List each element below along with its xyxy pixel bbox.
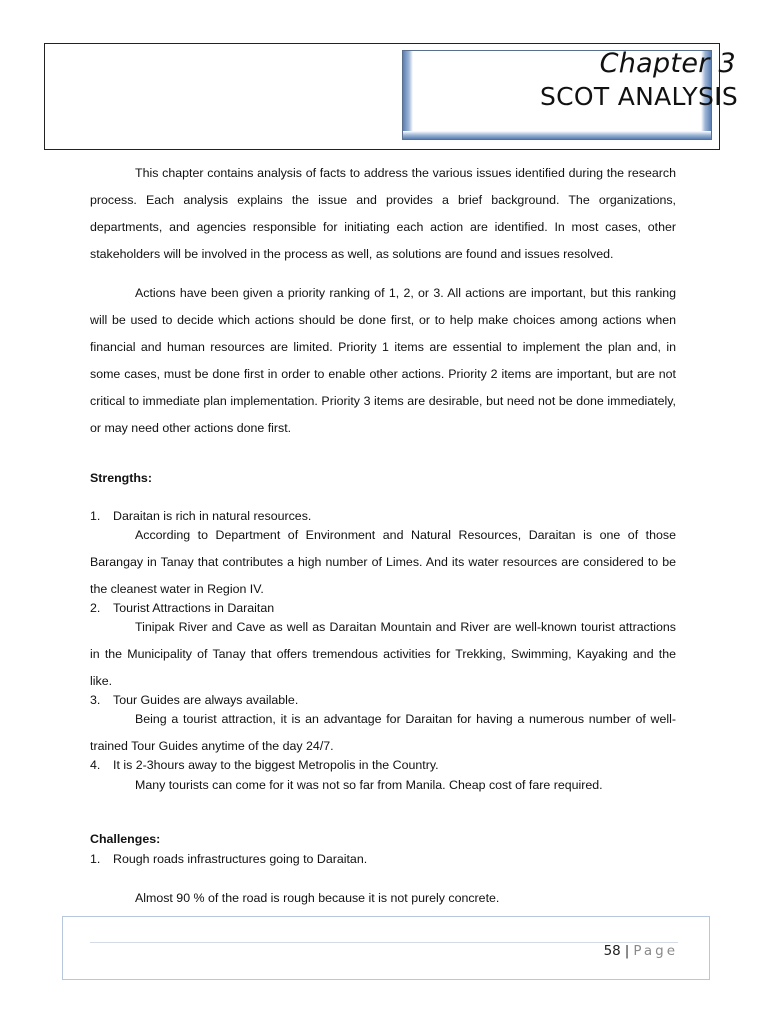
challenge-item-title: Rough roads infrastructures going to Daraitan. [113, 852, 368, 866]
strength-item-title: It is 2-3hours away to the biggest Metropolis in the Country. [113, 758, 439, 772]
strength-item-description: Tinipak River and Cave as well as Daraitan Mountain and River are well-known tourist attractions in the Municipality of Tanay that offers tremendous activities for Trekking, Swimming, Kayaking and the like. [90, 620, 676, 688]
strength-item-number: 2. [90, 601, 101, 615]
challenge-item-description: Almost 90 % of the road is rough because it is not purely concrete. [135, 891, 500, 905]
strengths-heading: Strengths: [90, 471, 152, 485]
intro-paragraph-1: This chapter contains analysis of facts to address the various issues identified during the research process. Each analysis explains the issue and provides a brief background. The organizations, departments, and agencies responsible for initiating each action are identified. In most cases, other stakeholders will be involved in the process as well, as solutions are found and issues resolved. [90, 166, 676, 261]
chapter-title: SCOT ANALYSIS [539, 82, 738, 111]
strength-item-title: Tourist Attractions in Daraitan [113, 601, 275, 615]
page-number [604, 943, 678, 959]
challenge-item-number: 1. [90, 852, 101, 866]
strength-item-description: Many tourists can come for it was not so far from Manila. Cheap cost of fare required. [135, 778, 603, 792]
strength-item-description: According to Department of Environment and Natural Resources, Daraitan is one of those Barangay in Tanay that contributes a high number of Limes. And its water resources are considered to be the cleanest water in Region IV. [90, 528, 676, 596]
page-label: Page [633, 943, 678, 959]
strength-item-number: 4. [90, 758, 101, 772]
document-body [90, 160, 676, 908]
strength-item-number: 1. [90, 509, 101, 523]
intro-paragraph-2: Actions have been given a priority ranking of 1, 2, or 3. All actions are important, but this ranking will be used to decide which actions should be done first, or to help make choices among actions when financial and human resources are limited. Priority 1 items are essential to implement the plan and, in some cases, must be done first in order to enable other actions. Priority 2 items are important, but are not critical to immediate plan implementation. Priority 3 items are desirable, but need not be done immediately, or may need other actions done first. [90, 286, 676, 435]
footer-divider [90, 942, 678, 943]
strength-item-number: 3. [90, 693, 101, 707]
challenges-heading: Challenges: [90, 832, 161, 846]
chapter-number: Chapter 3 [599, 48, 736, 79]
strength-item-title: Tour Guides are always available. [113, 693, 299, 707]
page-number-separator: | [624, 943, 630, 959]
challenge-item-1 [90, 849, 676, 869]
page-number-value: 58 [603, 943, 621, 959]
strength-item-title: Daraitan is rich in natural resources. [113, 509, 312, 523]
strength-item-description: Being a tourist attraction, it is an advantage for Daraitan for having a numerous number of well-trained Tour Guides anytime of the day 24/7. [90, 712, 676, 753]
strength-item-4 [90, 755, 676, 775]
